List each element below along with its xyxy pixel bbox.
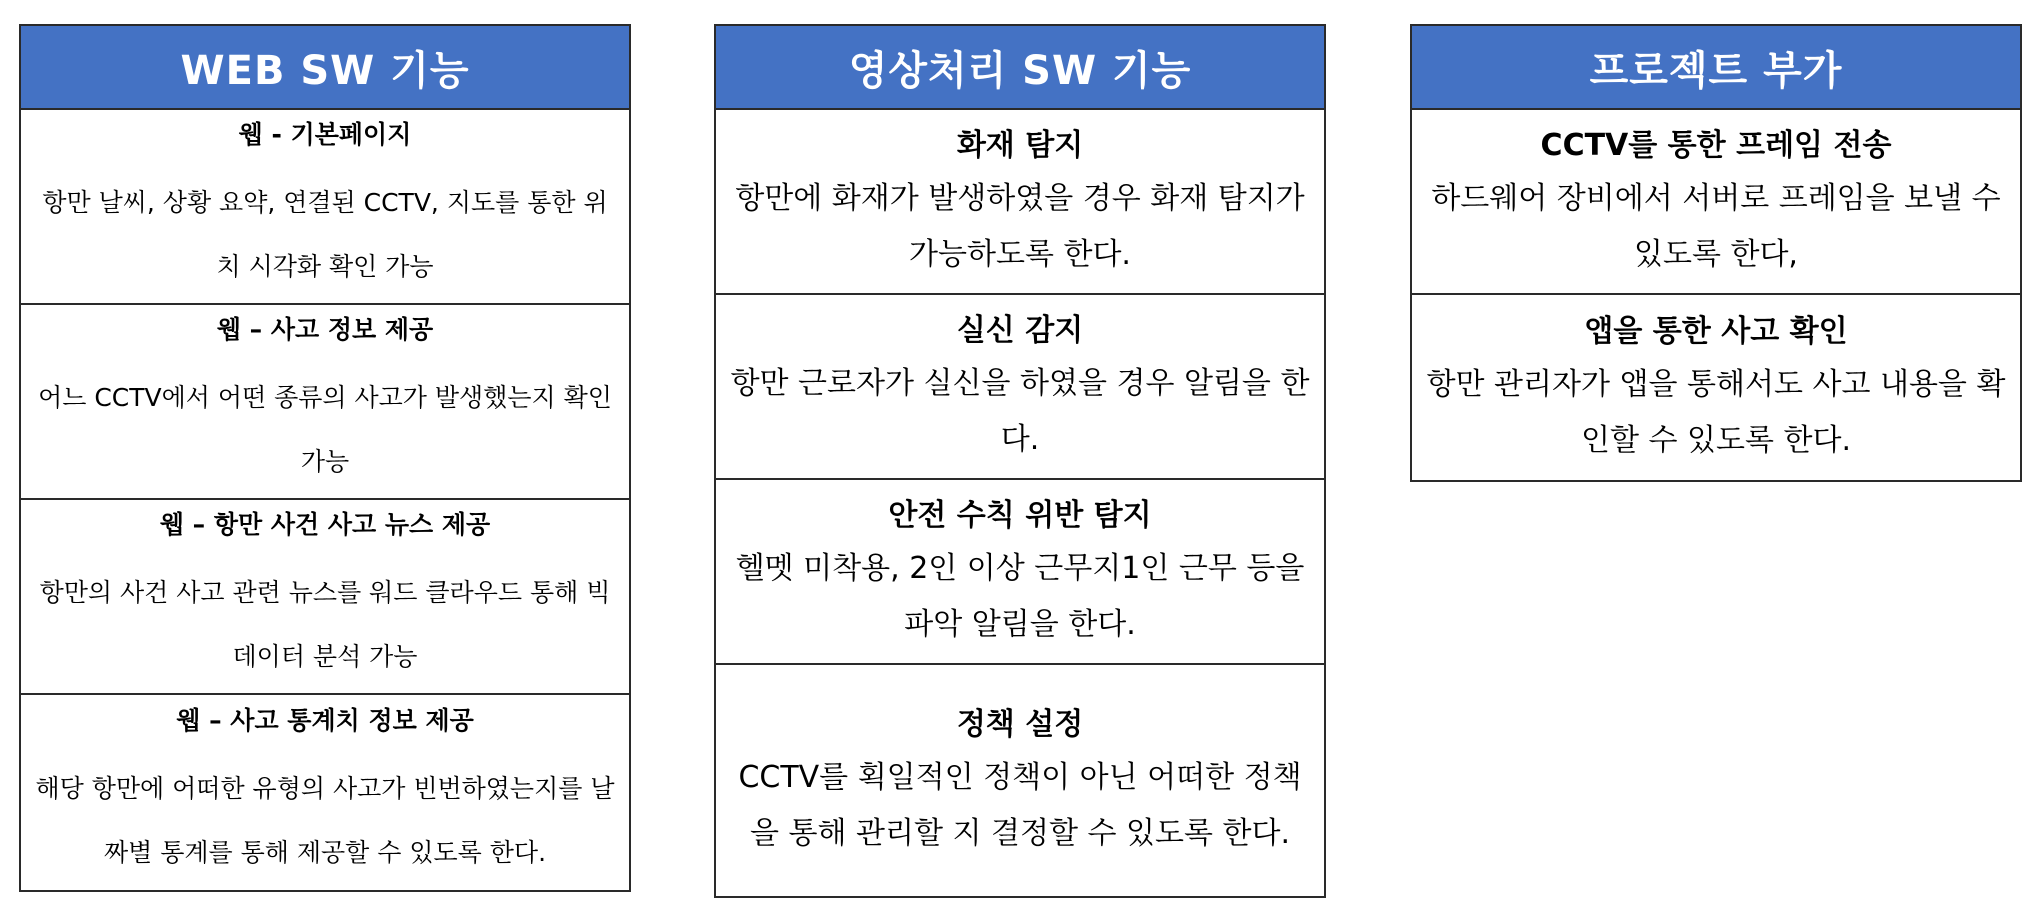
feature-desc: 어느 CCTV에서 어떤 종류의 사고가 발생했는지 확인 가능 <box>38 382 612 476</box>
feature-desc: 해당 항만에 어떠한 유형의 사고가 빈번하였는지를 날짜별 통계를 통해 제공할 수 있도록 한다. <box>35 773 615 867</box>
column-header: WEB SW 기능 <box>21 26 629 110</box>
feature-title: 웹 - 기본페이지 <box>238 119 412 149</box>
feature-desc: 항만에 화재가 발생하였을 경우 화재 탐지가 가능하도록 한다. <box>735 180 1305 272</box>
feature-title: 안전 수칙 위반 탐지 <box>888 497 1152 533</box>
feature-desc: 항만의 사건 사고 관련 뉴스를 워드 클라우드 통해 빅데이터 분석 가능 <box>39 577 611 671</box>
feature-desc: 하드웨어 장비에서 서버로 프레임을 보낼 수 있도록 한다, <box>1431 180 2001 272</box>
feature-desc: 항만 관리자가 앱을 통해서도 사고 내용을 확인할 수 있도록 한다. <box>1426 366 2006 458</box>
feature-cell <box>716 480 1324 665</box>
feature-cell <box>716 665 1324 896</box>
video-processing-column <box>714 24 1326 898</box>
feature-desc: 항만 날씨, 상황 요약, 연결된 CCTV, 지도를 통한 위치 시각화 확인 가능 <box>42 187 608 281</box>
column-header: 영상처리 SW 기능 <box>716 26 1324 110</box>
feature-cell <box>21 305 629 500</box>
feature-cell <box>21 695 629 890</box>
feature-cell <box>21 500 629 695</box>
feature-title: 웹 – 사고 정보 제공 <box>216 314 434 344</box>
feature-cell <box>716 295 1324 480</box>
feature-desc: CCTV를 획일적인 정책이 아닌 어떠한 정책을 통해 관리할 지 결정할 수 있도록 한다. <box>738 759 1302 851</box>
feature-cell <box>1412 110 2020 295</box>
feature-title: 웹 – 항만 사건 사고 뉴스 제공 <box>159 509 491 539</box>
feature-title: 화재 탐지 <box>956 127 1084 163</box>
feature-title: CCTV를 통한 프레임 전송 <box>1540 127 1892 163</box>
feature-title: 웹 – 사고 통계치 정보 제공 <box>176 705 474 735</box>
feature-cell <box>21 110 629 305</box>
feature-title: 정책 설정 <box>956 706 1084 742</box>
feature-desc: 항만 근로자가 실신을 하였을 경우 알림을 한다. <box>730 365 1310 457</box>
web-sw-column <box>19 24 631 892</box>
column-header: 프로젝트 부가 <box>1412 26 2020 110</box>
project-extra-column <box>1410 24 2022 482</box>
feature-desc: 헬멧 미착용, 2인 이상 근무지1인 근무 등을 파악 알림을 한다. <box>735 550 1305 642</box>
feature-title: 실신 감지 <box>956 312 1084 348</box>
feature-cell <box>1412 295 2020 480</box>
feature-cell <box>716 110 1324 295</box>
feature-title: 앱을 통한 사고 확인 <box>1584 313 1848 349</box>
